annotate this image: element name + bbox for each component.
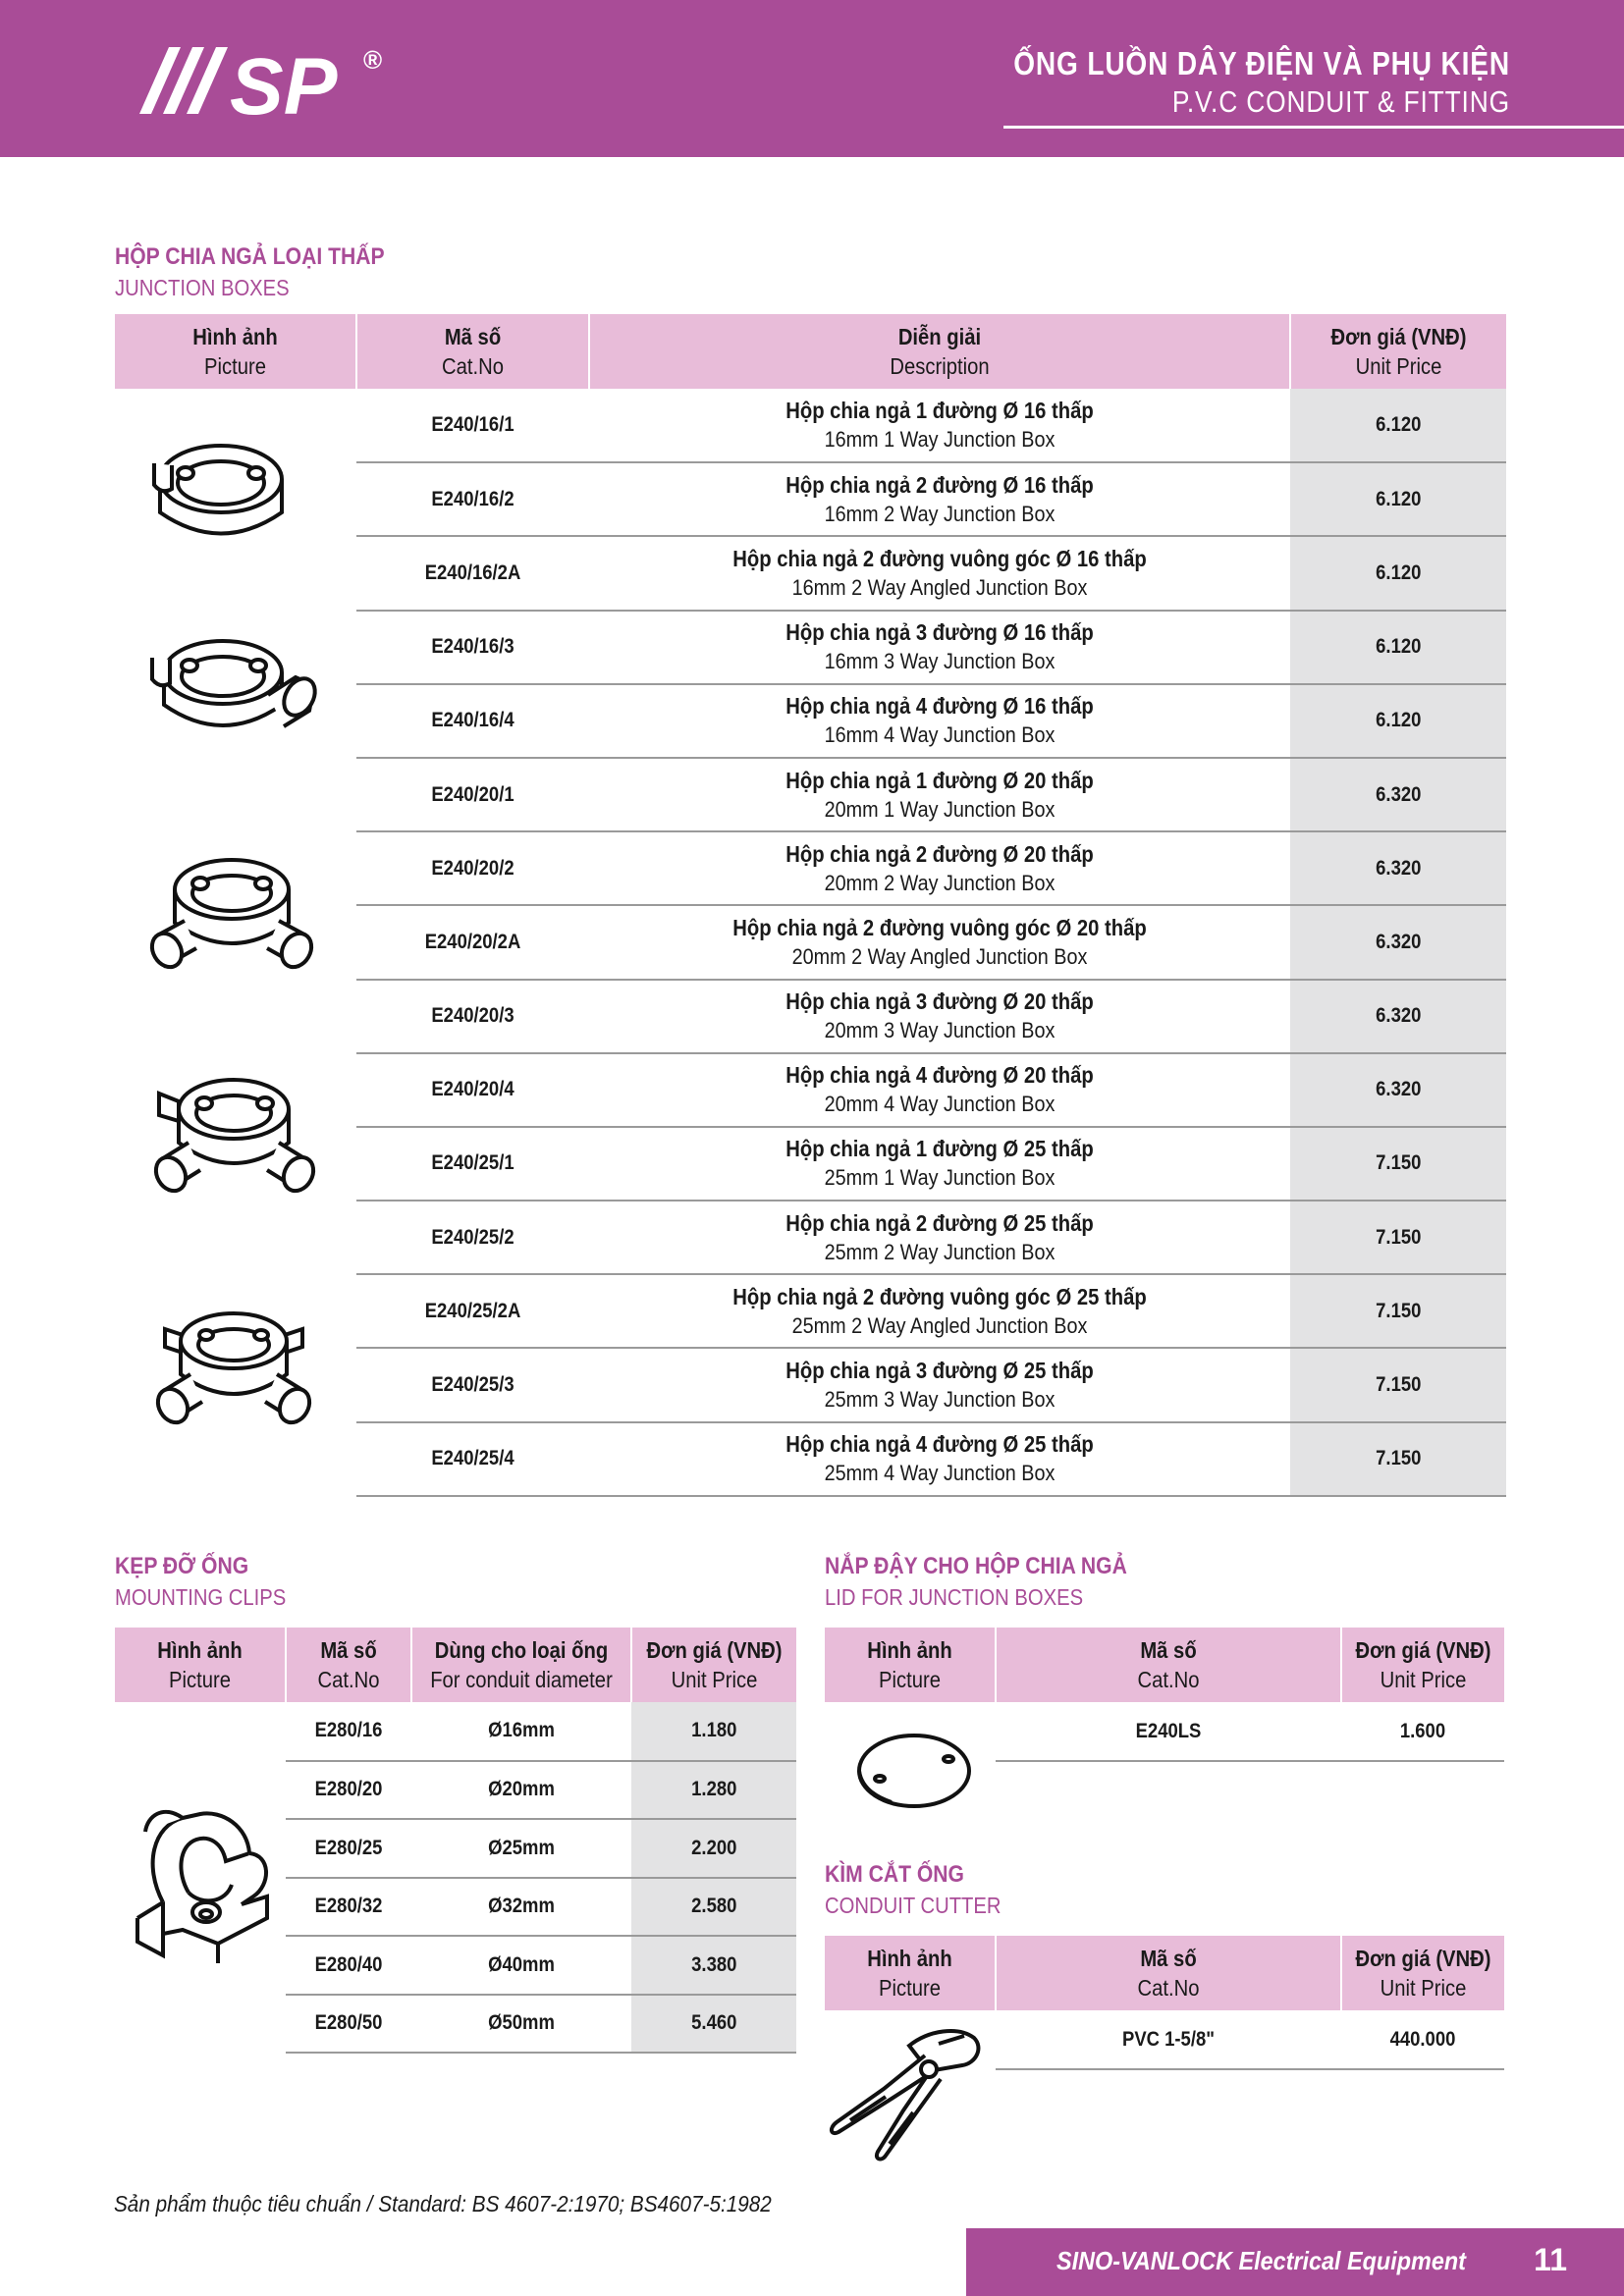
price-cell: 2.200 — [631, 1819, 796, 1878]
code-cell: E240/16/4 — [356, 684, 589, 758]
junction-box-1way-image — [142, 422, 299, 560]
footer-brand: SINO-VANLOCK Electrical Equipment — [1056, 2246, 1466, 2275]
junction-box-3way-image — [145, 840, 317, 988]
price-cell: 3.380 — [631, 1936, 796, 1995]
price-cell: 6.120 — [1290, 462, 1506, 536]
code-cell: E280/25 — [286, 1819, 411, 1878]
sp-logo — [110, 35, 405, 126]
price-cell: 2.580 — [631, 1878, 796, 1937]
price-cell: 6.320 — [1290, 758, 1506, 831]
col-price: Đơn giá (VNĐ) Unit Price — [631, 1628, 796, 1702]
description-cell: Hộp chia ngả 4 đường Ø 16 thấp 16mm 4 Way Junction Box — [589, 684, 1290, 758]
standard-note: Sản phẩm thuộc tiêu chuẩn / Standard: BS 4607-2:1970; BS4607-5:1982 — [114, 2191, 772, 2216]
lid-image — [852, 1724, 976, 1812]
col-price: Đơn giá (VNĐ) Unit Price — [1341, 1628, 1504, 1702]
conduit-cutter-image — [821, 2016, 988, 2163]
code-cell: E240/25/4 — [356, 1422, 589, 1496]
description-cell: Hộp chia ngả 1 đường Ø 16 thấp 16mm 1 Way Junction Box — [589, 389, 1290, 462]
mounting-clips-title-en: MOUNTING CLIPS — [115, 1584, 287, 1610]
price-cell: 7.150 — [1290, 1422, 1506, 1496]
price-cell: 7.150 — [1290, 1201, 1506, 1274]
code-cell: E240/20/2A — [356, 905, 589, 979]
code-cell: PVC 1-5/8" — [996, 2010, 1341, 2069]
description-cell: Hộp chia ngả 3 đường Ø 20 thấp 20mm 3 Way Junction Box — [589, 980, 1290, 1053]
junction-box-2way-image — [142, 618, 319, 761]
code-cell: E240/20/2 — [356, 831, 589, 905]
code-cell: E280/20 — [286, 1761, 411, 1820]
lid-title-vn: NẮP ĐẬY CHO HỘP CHIA NGẢ — [825, 1553, 1127, 1579]
description-cell: Hộp chia ngả 1 đường Ø 20 thấp 20mm 1 Way Junction Box — [589, 758, 1290, 831]
mounting-clips-title — [115, 1553, 309, 1611]
description-cell: Hộp chia ngả 2 đường Ø 16 thấp 16mm 2 Way Junction Box — [589, 462, 1290, 536]
price-cell: 1.280 — [631, 1761, 796, 1820]
description-cell: Hộp chia ngả 2 đường vuông góc Ø 25 thấp 25mm 2 Way Angled Junction Box — [589, 1274, 1290, 1348]
junction-boxes-title — [115, 243, 421, 301]
code-cell: E240/20/3 — [356, 980, 589, 1053]
code-cell: E240/16/3 — [356, 611, 589, 684]
lid-title-en: LID FOR JUNCTION BOXES — [825, 1584, 1084, 1610]
code-cell: E280/32 — [286, 1878, 411, 1937]
price-cell: 6.120 — [1290, 536, 1506, 610]
price-cell: 6.120 — [1290, 389, 1506, 462]
code-cell: E240LS — [996, 1702, 1341, 1761]
code-cell: E240/25/2A — [356, 1274, 589, 1348]
col-price: Đơn giá (VNĐ) Unit Price — [1290, 314, 1506, 389]
junction-boxes-title-en: JUNCTION BOXES — [115, 275, 290, 300]
price-cell: 6.320 — [1290, 1053, 1506, 1127]
col-description: Diễn giải Description — [589, 314, 1290, 389]
cutter-title-vn: KÌM CẮT ỐNG — [825, 1861, 964, 1888]
page-footer — [966, 2228, 1624, 2296]
cutter-title — [825, 1861, 1025, 1919]
description-cell: Hộp chia ngả 3 đường Ø 16 thấp 16mm 3 Way Junction Box — [589, 611, 1290, 684]
page-header — [0, 0, 1624, 157]
col-diameter: Dùng cho loại ống For conduit diameter — [411, 1628, 631, 1702]
price-cell: 440.000 — [1341, 2010, 1504, 2069]
diameter-cell: Ø25mm — [411, 1819, 631, 1878]
code-cell: E280/40 — [286, 1936, 411, 1995]
code-cell: E280/50 — [286, 1995, 411, 2054]
price-cell: 5.460 — [631, 1995, 796, 2054]
col-code: Mã số Cat.No — [286, 1628, 411, 1702]
junction-box-3way-t-image — [145, 1062, 322, 1209]
price-cell: 7.150 — [1290, 1127, 1506, 1201]
col-code: Mã số Cat.No — [996, 1628, 1341, 1702]
col-picture: Hình ảnh Picture — [825, 1628, 996, 1702]
description-cell: Hộp chia ngả 2 đường Ø 25 thấp 25mm 2 Way Junction Box — [589, 1201, 1290, 1274]
table-header-row — [115, 1628, 796, 1702]
code-cell: E240/16/1 — [356, 389, 589, 462]
table-row — [115, 1702, 796, 1761]
lid-title — [825, 1553, 1168, 1611]
col-picture: Hình ảnh Picture — [825, 1936, 996, 2010]
price-cell: 7.150 — [1290, 1274, 1506, 1348]
header-title-vn: ỐNG LUỒN DÂY ĐIỆN VÀ PHỤ KIỆN — [1013, 45, 1510, 81]
price-cell: 6.320 — [1290, 831, 1506, 905]
code-cell: E280/16 — [286, 1702, 411, 1761]
mounting-clip-image — [124, 1796, 281, 1963]
table-header-row — [825, 1936, 1504, 2010]
table-header-row — [825, 1628, 1504, 1702]
diameter-cell: Ø50mm — [411, 1995, 631, 2054]
header-title-en: P.V.C CONDUIT & FITTING — [1171, 84, 1510, 119]
junction-box-4way-image — [145, 1296, 322, 1438]
price-cell: 6.320 — [1290, 980, 1506, 1053]
table-row — [115, 389, 1506, 462]
code-cell: E240/25/1 — [356, 1127, 589, 1201]
mounting-clips-title-vn: KẸP ĐỠ ỐNG — [115, 1553, 249, 1579]
col-picture: Hình ảnh Picture — [115, 1628, 286, 1702]
price-cell: 6.120 — [1290, 684, 1506, 758]
col-code: Mã số Cat.No — [996, 1936, 1341, 2010]
registered-mark: ® — [363, 45, 383, 75]
header-rule — [1003, 126, 1624, 129]
description-cell: Hộp chia ngả 4 đường Ø 25 thấp 25mm 4 Way Junction Box — [589, 1422, 1290, 1496]
price-cell: 1.180 — [631, 1702, 796, 1761]
description-cell: Hộp chia ngả 3 đường Ø 25 thấp 25mm 3 Way Junction Box — [589, 1348, 1290, 1421]
price-cell: 6.320 — [1290, 905, 1506, 979]
diameter-cell: Ø40mm — [411, 1936, 631, 1995]
description-cell: Hộp chia ngả 2 đường vuông góc Ø 16 thấp 16mm 2 Way Angled Junction Box — [589, 536, 1290, 610]
price-cell: 6.120 — [1290, 611, 1506, 684]
col-code: Mã số Cat.No — [356, 314, 589, 389]
code-cell: E240/16/2 — [356, 462, 589, 536]
price-cell: 7.150 — [1290, 1348, 1506, 1421]
junction-boxes-table — [115, 314, 1506, 1497]
col-picture: Hình ảnh Picture — [115, 314, 356, 389]
code-cell: E240/20/1 — [356, 758, 589, 831]
cutter-title-en: CONDUIT CUTTER — [825, 1893, 1001, 1918]
diameter-cell: Ø20mm — [411, 1761, 631, 1820]
description-cell: Hộp chia ngả 2 đường Ø 20 thấp 20mm 2 Way Junction Box — [589, 831, 1290, 905]
code-cell: E240/16/2A — [356, 536, 589, 610]
header-title — [926, 45, 1510, 120]
description-cell: Hộp chia ngả 1 đường Ø 25 thấp 25mm 1 Way Junction Box — [589, 1127, 1290, 1201]
code-cell: E240/25/2 — [356, 1201, 589, 1274]
code-cell: E240/20/4 — [356, 1053, 589, 1127]
logo-text: SP — [230, 42, 338, 126]
col-price: Đơn giá (VNĐ) Unit Price — [1341, 1936, 1504, 2010]
table-header-row — [115, 314, 1506, 389]
description-cell: Hộp chia ngả 4 đường Ø 20 thấp 20mm 4 Way Junction Box — [589, 1053, 1290, 1127]
price-cell: 1.600 — [1341, 1702, 1504, 1761]
diameter-cell: Ø32mm — [411, 1878, 631, 1937]
junction-boxes-title-vn: HỘP CHIA NGẢ LOẠI THẤP — [115, 243, 385, 270]
page-number: 11 — [1534, 2242, 1567, 2277]
code-cell: E240/25/3 — [356, 1348, 589, 1421]
description-cell: Hộp chia ngả 2 đường vuông góc Ø 20 thấp 20mm 2 Way Angled Junction Box — [589, 905, 1290, 979]
diameter-cell: Ø16mm — [411, 1702, 631, 1761]
